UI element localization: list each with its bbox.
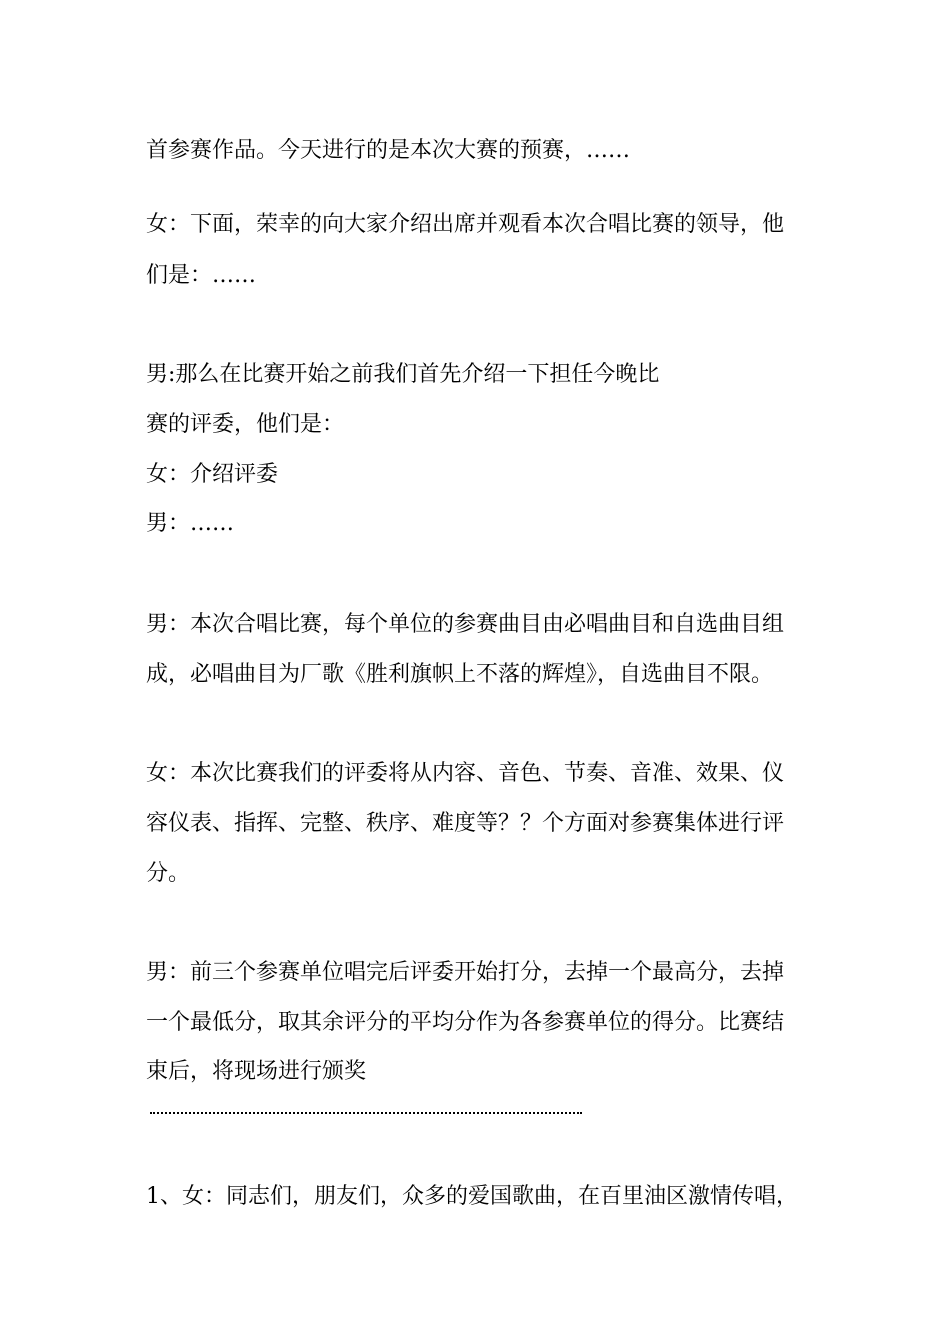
- text-line: 男：前三个参赛单位唱完后评委开始打分，去掉一个最高分，去掉: [146, 960, 785, 985]
- text-line: 男:那么在比赛开始之前我们首先介绍一下担任今晚比: [146, 362, 660, 387]
- text-line: 束后，将现场进行颁奖: [146, 1059, 367, 1084]
- text-line: 容仪表、指挥、完整、秩序、难度等？？个方面对参赛集体进行评: [146, 811, 785, 836]
- text-line: 男：……: [146, 511, 235, 536]
- text-line: 们是：……: [146, 263, 257, 288]
- text-line: 一个最低分，取其余评分的平均分作为各参赛单位的得分。比赛结: [146, 1010, 785, 1035]
- text-line: 赛的评委，他们是：: [146, 412, 345, 437]
- text-line: 成，必唱曲目为厂歌《胜利旗帜上不落的辉煌》，自选曲目不限。: [146, 662, 774, 687]
- text-line: 女：本次比赛我们的评委将从内容、音色、节奏、音准、效果、仪: [146, 761, 785, 786]
- text-line: 1、女：同志们，朋友们，众多的爱国歌曲，在百里油区激情传唱，: [146, 1184, 798, 1209]
- text-line: 女：介绍评委: [146, 462, 279, 487]
- text-line: 女：下面，荣幸的向大家介绍出席并观看本次合唱比赛的领导，他: [146, 212, 785, 237]
- text-line: 首参赛作品。今天进行的是本次大赛的预赛，……: [146, 138, 631, 163]
- text-line: 男：本次合唱比赛，每个单位的参赛曲目由必唱曲目和自选曲目组: [146, 612, 785, 637]
- dotted-separator: [150, 1112, 582, 1116]
- text-line: 分。: [146, 861, 191, 886]
